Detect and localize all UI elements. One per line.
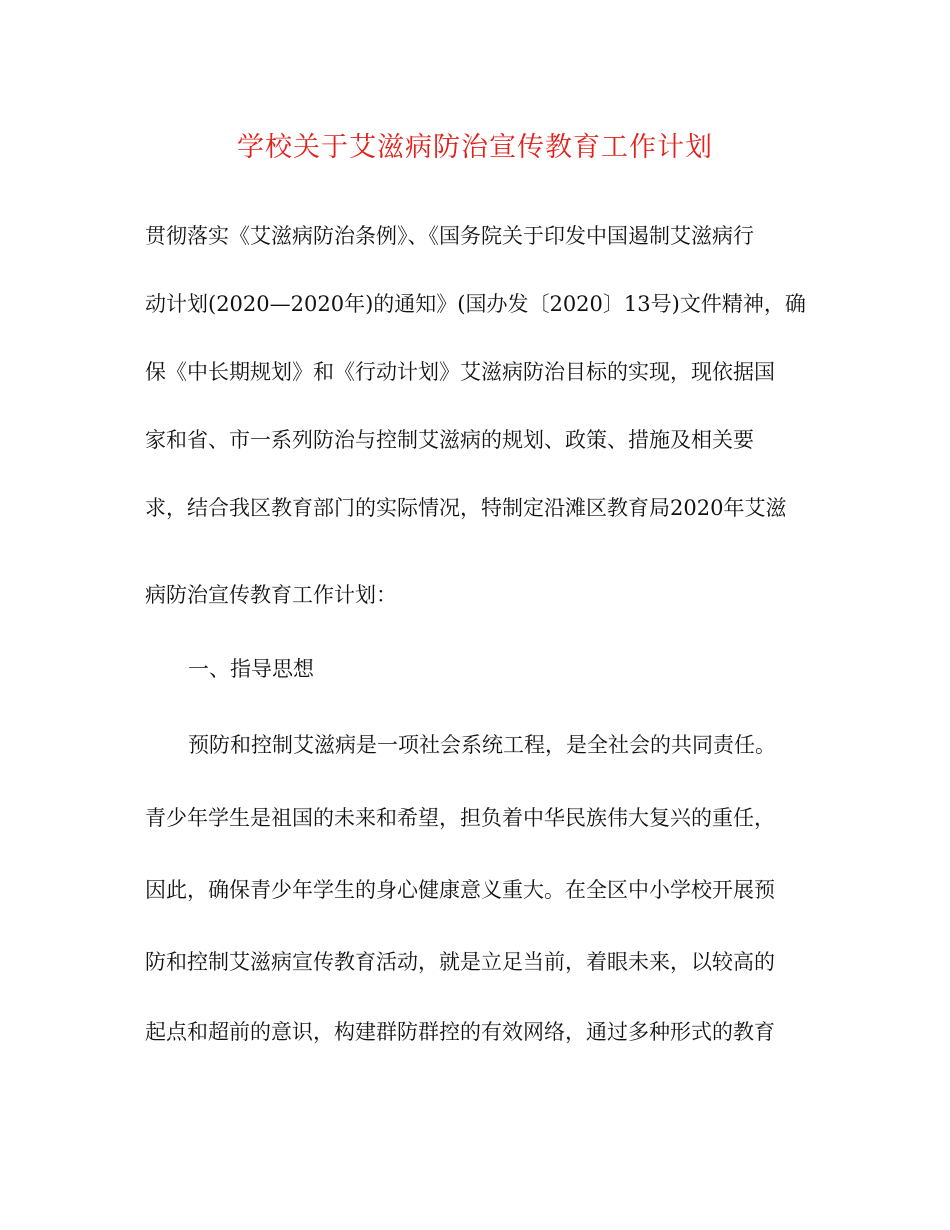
body-line-3: 保《中长期规划》和《行动计划》艾滋病防治目标的实现，现依据国 xyxy=(145,360,775,384)
section-heading-guiding-ideology: 一、指导思想 xyxy=(188,657,314,681)
body-line-6: 病防治宣传教育工作计划： xyxy=(145,583,397,607)
body-line-9: 青少年学生是祖国的未来和希望，担负着中华民族伟大复兴的重任， xyxy=(145,806,775,830)
body-line-5: 求，结合我区教育部门的实际情况，特制定沿滩区教育局2020年艾滋 xyxy=(145,496,787,520)
body-line-10: 因此，确保青少年学生的身心健康意义重大。在全区中小学校开展预 xyxy=(145,878,775,902)
body-line-11: 防和控制艾滋病宣传教育活动，就是立足当前，着眼未来，以较高的 xyxy=(145,950,775,974)
document-title: 学校关于艾滋病防治宣传教育工作计划 xyxy=(237,132,713,163)
body-line-2: 动计划(2020—2020年)的通知》(国办发〔2020〕13号)文件精神，确 xyxy=(145,292,806,316)
body-line-8: 预防和控制艾滋病是一项社会系统工程，是全社会的共同责任。 xyxy=(188,733,776,757)
body-line-1: 贯彻落实《艾滋病防治条例》、《国务院关于印发中国遏制艾滋病行 xyxy=(145,224,754,248)
body-line-12: 起点和超前的意识，构建群防群控的有效网络，通过多种形式的教育 xyxy=(145,1020,775,1044)
body-line-4: 家和省、市一系列防治与控制艾滋病的规划、政策、措施及相关要 xyxy=(145,428,754,452)
